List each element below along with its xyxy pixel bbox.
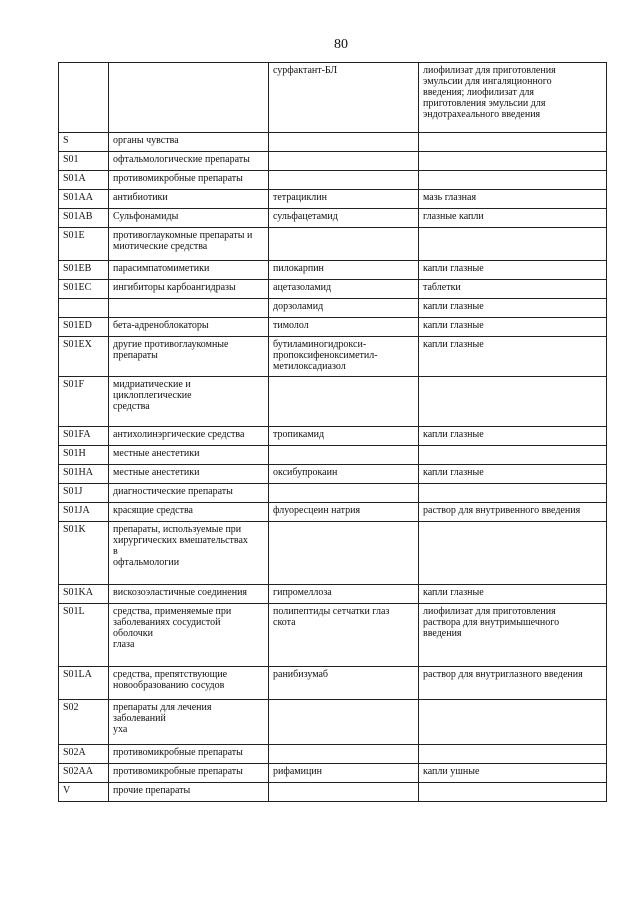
cell-form [419,171,607,190]
cell-code-text: S01JA [63,505,90,516]
cell-code-text: S01AA [63,192,94,203]
cell-name [109,667,269,700]
table-row [59,228,607,261]
drug-classification-table [58,62,607,802]
table-row [59,377,607,427]
cell-name-text: мидриатические и циклоплегические средства [113,379,192,412]
cell-name [109,261,269,280]
cell-drug [269,337,419,377]
cell-name [109,63,269,133]
cell-code [59,745,109,764]
cell-code [59,377,109,427]
cell-form [419,503,607,522]
table-row [59,261,607,280]
cell-code-text: S01H [63,448,86,459]
cell-code [59,700,109,745]
cell-drug [269,783,419,802]
table-body [59,63,607,802]
cell-code-text: S01EB [63,263,92,274]
cell-code [59,280,109,299]
cell-name-text: органы чувства [113,135,179,146]
cell-code [59,522,109,585]
cell-drug-text: ранибизумаб [273,669,328,680]
cell-name-text: бета-адреноблокаторы [113,320,209,331]
cell-drug [269,261,419,280]
cell-drug-text: флуоресцеин натрия [273,505,361,516]
cell-form [419,604,607,667]
cell-form [419,261,607,280]
cell-drug [269,318,419,337]
cell-code [59,299,109,318]
cell-code [59,667,109,700]
cell-name [109,190,269,209]
cell-drug [269,764,419,783]
cell-name-text: антибиотики [113,192,168,203]
cell-drug [269,745,419,764]
cell-name-text: противомикробные препараты [113,766,243,777]
cell-form-text: капли глазные [423,339,484,350]
cell-code [59,446,109,465]
cell-drug [269,228,419,261]
cell-form [419,133,607,152]
cell-code-text: S01KA [63,587,94,598]
cell-code-text: S01A [63,173,86,184]
cell-drug-text: пилокарпин [273,263,324,274]
cell-name-text: другие противоглаукомные препараты [113,339,229,361]
table-row [59,667,607,700]
table-row [59,446,607,465]
cell-form [419,667,607,700]
cell-code [59,427,109,446]
cell-drug [269,522,419,585]
cell-drug [269,503,419,522]
cell-form-text: глазные капли [423,211,484,222]
cell-name [109,427,269,446]
cell-code-text: S02AA [63,766,94,777]
table-row [59,503,607,522]
cell-name [109,783,269,802]
cell-name-text: препараты для лечения заболеваний уха [113,702,212,735]
cell-drug [269,484,419,503]
cell-drug [269,465,419,484]
cell-drug [269,700,419,745]
cell-code [59,764,109,783]
cell-name [109,299,269,318]
cell-drug-text: тропикамид [273,429,325,440]
cell-code [59,337,109,377]
cell-code [59,318,109,337]
cell-drug [269,209,419,228]
cell-name [109,446,269,465]
cell-name-text: парасимпатомиметики [113,263,210,274]
table-row [59,299,607,318]
cell-drug [269,377,419,427]
cell-drug [269,280,419,299]
cell-code [59,63,109,133]
table-row [59,484,607,503]
cell-code-text: S01K [63,524,86,535]
cell-name-text: местные анестетики [113,448,200,459]
table-row [59,604,607,667]
cell-name [109,522,269,585]
table-row [59,465,607,484]
cell-name [109,764,269,783]
cell-form-text: лиофилизат для приготовления раствора для внутримышечного введения [423,606,560,639]
cell-drug-text: дорзоламид [273,301,324,312]
cell-name [109,280,269,299]
cell-drug-text: сурфактант-БЛ [273,65,338,76]
cell-form [419,745,607,764]
cell-code-text: S01LA [63,669,92,680]
table-row [59,745,607,764]
cell-code-text: S01EC [63,282,92,293]
table-row [59,133,607,152]
cell-name-text: Сульфонамиды [113,211,179,222]
cell-code [59,261,109,280]
cell-code [59,783,109,802]
cell-code-text: S01F [63,379,85,390]
cell-code [59,484,109,503]
cell-name [109,209,269,228]
cell-name [109,585,269,604]
cell-form [419,280,607,299]
cell-code-text: S02A [63,747,86,758]
cell-code [59,133,109,152]
cell-form [419,190,607,209]
cell-form [419,228,607,261]
cell-form [419,63,607,133]
cell-form [419,585,607,604]
cell-code-text: S01EX [63,339,92,350]
cell-form-text: капли глазные [423,587,484,598]
cell-drug [269,604,419,667]
table-row [59,427,607,446]
cell-name-text: противомикробные препараты [113,173,243,184]
table-row [59,522,607,585]
cell-form [419,783,607,802]
cell-name [109,318,269,337]
cell-form-text: мазь глазная [423,192,477,203]
cell-drug-text: тетрациклин [273,192,327,203]
cell-form [419,377,607,427]
cell-code [59,604,109,667]
cell-code-text: S02 [63,702,79,713]
cell-name [109,228,269,261]
cell-name-text: прочие препараты [113,785,191,796]
cell-code [59,209,109,228]
cell-code-text: S01ED [63,320,92,331]
cell-drug-text: оксибупрокаин [273,467,338,478]
table-row [59,585,607,604]
cell-form [419,299,607,318]
cell-code-text: S01J [63,486,83,497]
table-row [59,280,607,299]
cell-code [59,585,109,604]
drug-classification-table-wrap [58,62,606,802]
cell-name [109,484,269,503]
cell-drug [269,63,419,133]
table-row [59,209,607,228]
cell-name-text: ингибиторы карбоангидразы [113,282,236,293]
cell-name [109,465,269,484]
cell-form [419,209,607,228]
cell-drug [269,427,419,446]
cell-code-text: S [63,135,69,146]
cell-drug [269,667,419,700]
cell-code [59,228,109,261]
cell-drug [269,585,419,604]
cell-name-text: диагностические препараты [113,486,233,497]
cell-drug [269,190,419,209]
cell-name [109,337,269,377]
cell-form-text: капли ушные [423,766,480,777]
cell-code-text: V [63,785,71,796]
cell-form-text: капли глазные [423,467,484,478]
cell-form [419,522,607,585]
cell-form-text: капли глазные [423,301,484,312]
cell-form [419,446,607,465]
cell-code [59,171,109,190]
cell-form [419,764,607,783]
table-row [59,783,607,802]
cell-name-text: средства, препятствующие новообразованию сосудов [113,669,228,691]
cell-code-text: S01HA [63,467,94,478]
cell-form [419,152,607,171]
cell-drug-text: сульфацетамид [273,211,338,222]
table-row [59,190,607,209]
cell-name [109,152,269,171]
cell-name [109,745,269,764]
cell-form-text: лиофилизат для приготовления эмульсии для ингаляционного введения; лиофилизат для приготовления эмульсии для эндотрахеального введения [423,65,556,120]
cell-code-text: S01E [63,230,85,241]
cell-form [419,484,607,503]
cell-form-text: таблетки [423,282,461,293]
table-row [59,700,607,745]
cell-code [59,503,109,522]
cell-form [419,318,607,337]
cell-drug [269,446,419,465]
cell-name-text: противомикробные препараты [113,747,243,758]
cell-name-text: местные анестетики [113,467,200,478]
cell-drug [269,152,419,171]
cell-drug [269,171,419,190]
cell-name [109,700,269,745]
table-row [59,63,607,133]
cell-name [109,133,269,152]
table-row [59,171,607,190]
cell-form-text: капли глазные [423,429,484,440]
cell-drug-text: рифамицин [273,766,323,777]
cell-name [109,171,269,190]
cell-name [109,604,269,667]
cell-code-text: S01FA [63,429,91,440]
cell-code-text: S01L [63,606,85,617]
cell-drug-text: гипромеллоза [273,587,332,598]
table-row [59,337,607,377]
cell-form-text: капли глазные [423,263,484,274]
cell-code [59,465,109,484]
cell-form [419,700,607,745]
cell-form-text: раствор для внутриглазного введения [423,669,583,680]
cell-code [59,190,109,209]
table-row [59,318,607,337]
cell-code-text: S01 [63,154,79,165]
cell-name [109,503,269,522]
page-number: 80 [334,37,348,52]
cell-name-text: противоглаукомные препараты и миотические средства [113,230,253,252]
cell-form [419,427,607,446]
cell-name-text: антихолинэргические средства [113,429,245,440]
cell-code-text: S01AB [63,211,93,222]
table-row [59,764,607,783]
cell-code [59,152,109,171]
cell-drug-text: тимолол [273,320,309,331]
cell-drug-text: бутиламиногидрокси- пропоксифеноксиметил- метилоксадиазол [273,339,378,372]
cell-name [109,377,269,427]
cell-name-text: вискозоэластичные соединения [113,587,248,598]
cell-form-text: раствор для внутривенного введения [423,505,581,516]
cell-drug-text: ацетазоламид [273,282,332,293]
cell-form-text: капли глазные [423,320,484,331]
cell-form [419,337,607,377]
cell-name-text: красящие средства [113,505,193,516]
cell-name-text: офтальмологические препараты [113,154,250,165]
cell-drug-text: полипептиды сетчатки глаз скота [273,606,390,628]
cell-name-text: препараты, используемые при хирургических вмешательствах в офтальмологии [113,524,248,568]
cell-drug [269,299,419,318]
cell-form [419,465,607,484]
cell-drug [269,133,419,152]
cell-name-text: средства, применяемые при заболеваниях сосудистой оболочки глаза [113,606,232,650]
table-row [59,152,607,171]
